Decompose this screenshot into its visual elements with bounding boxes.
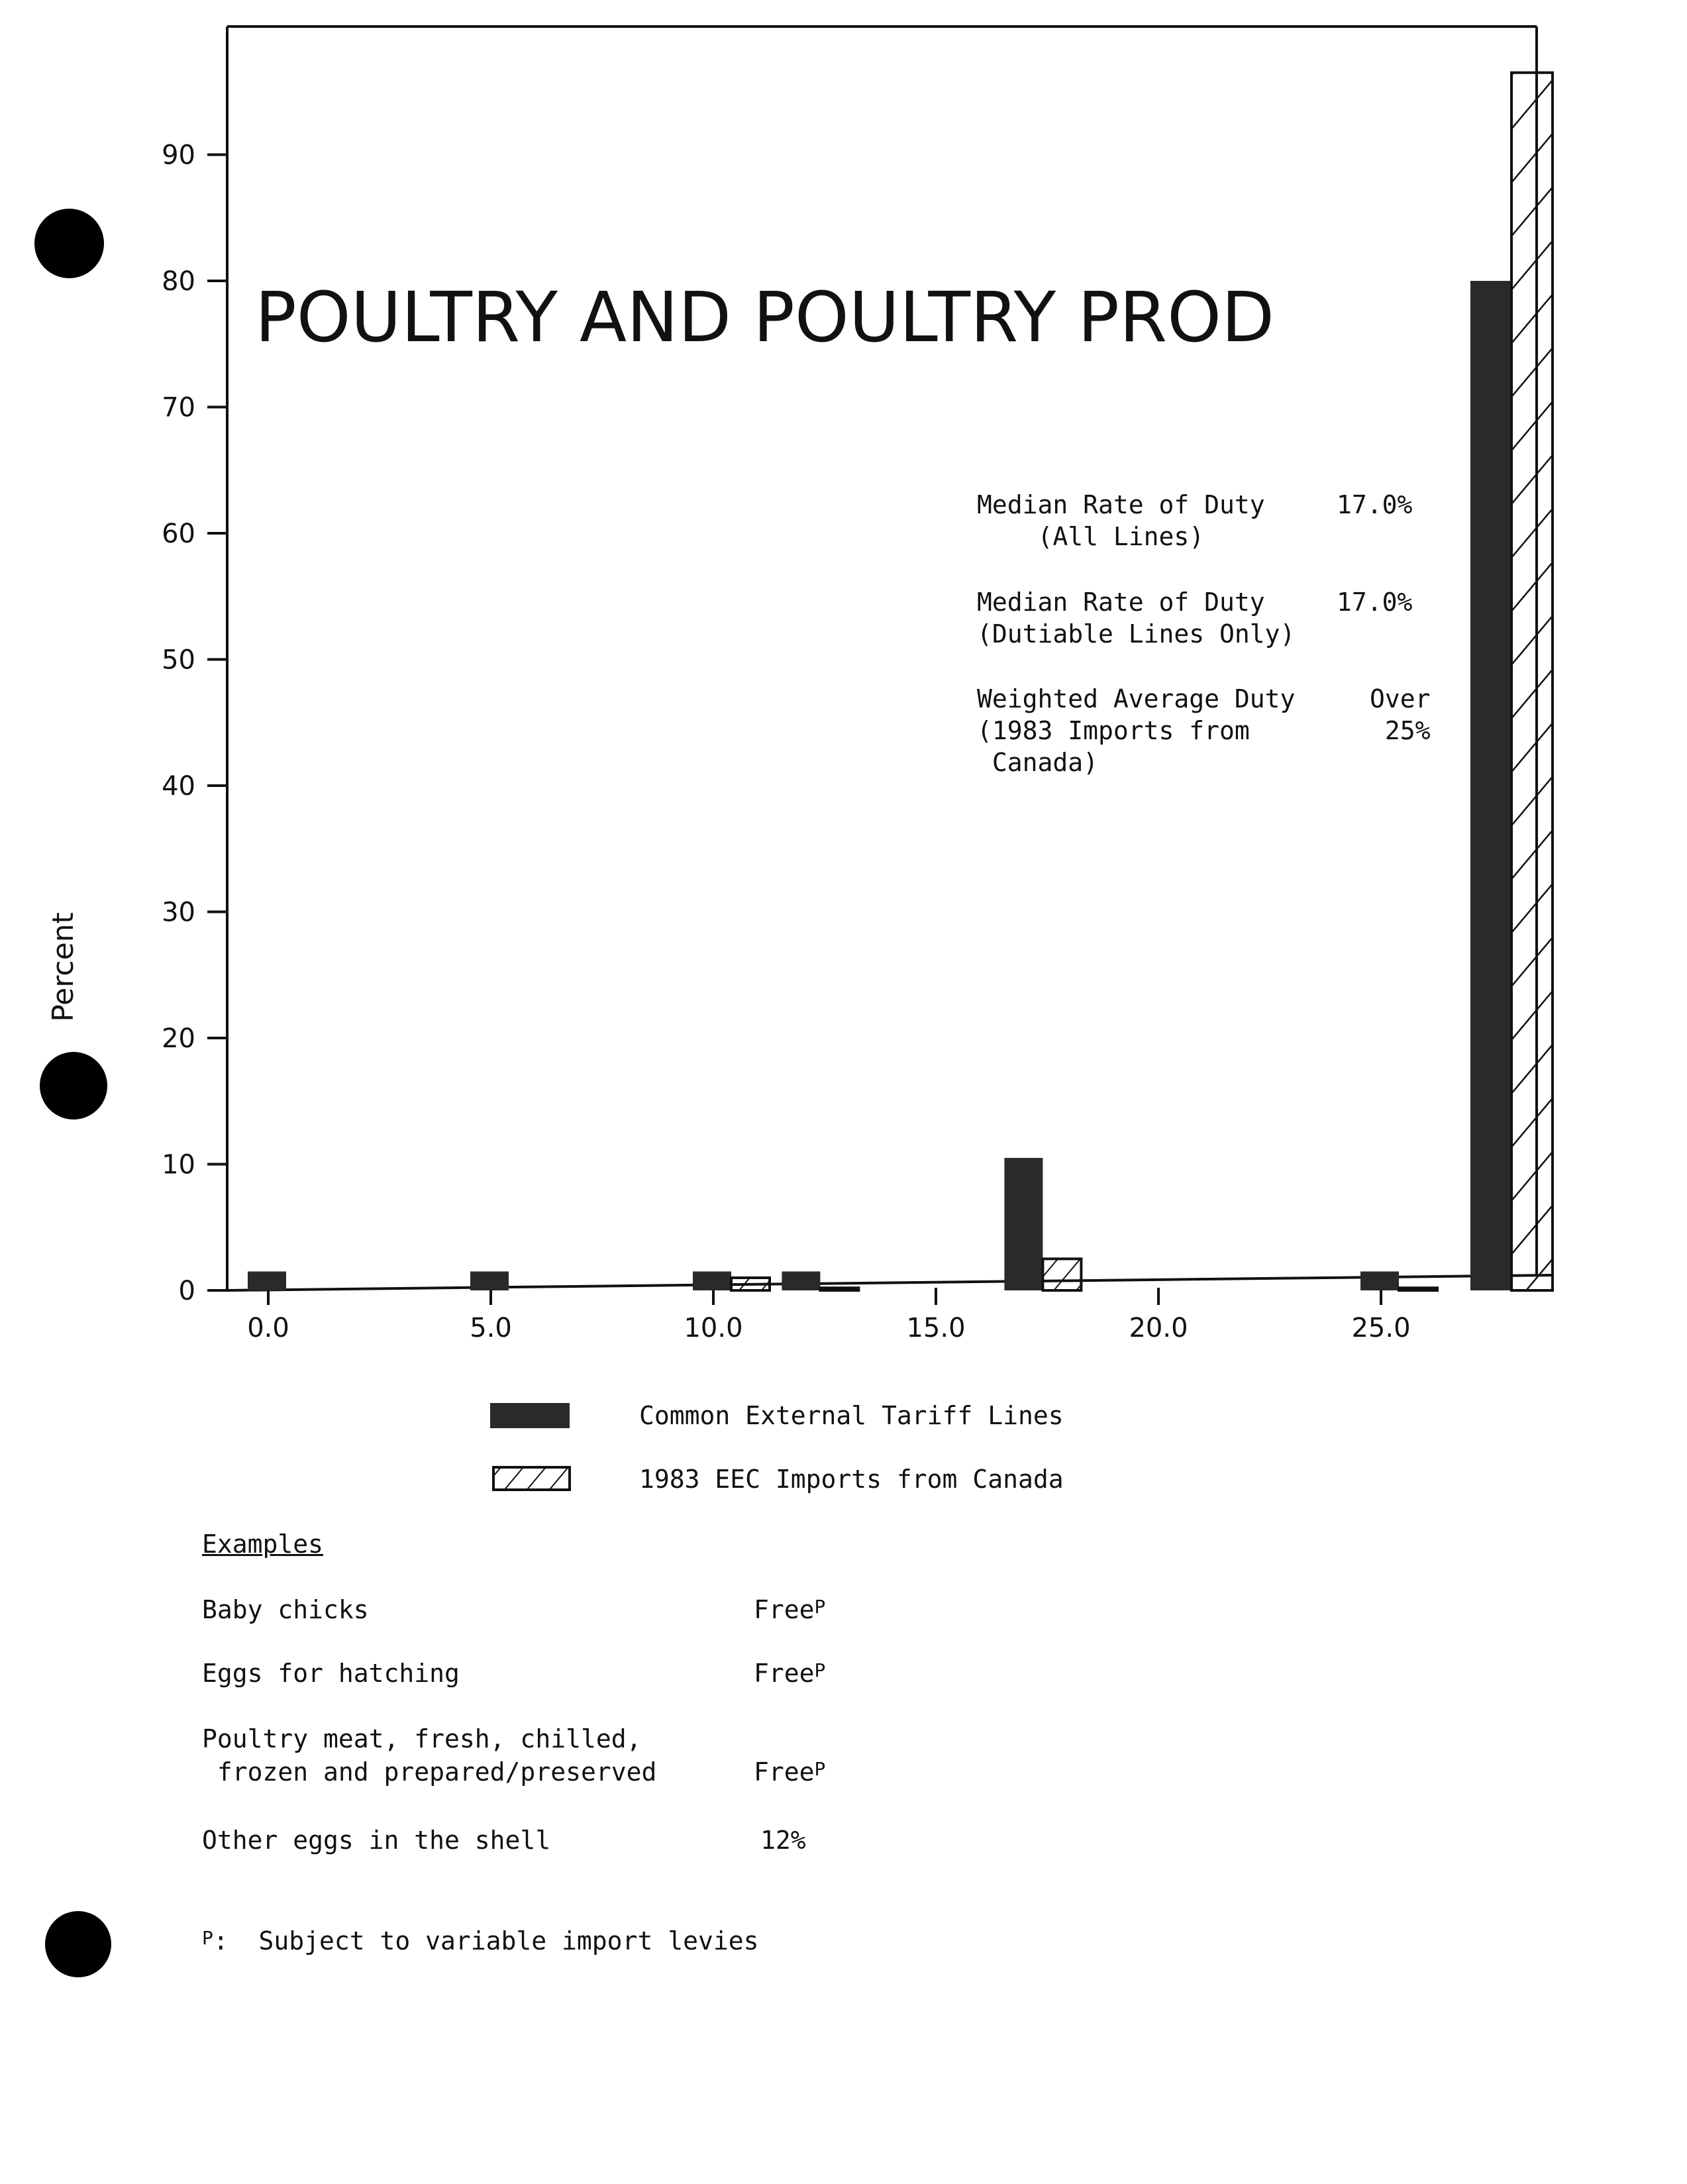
chart-title: POULTRY AND POULTRY PROD — [255, 277, 1275, 358]
bar-cet — [248, 1271, 286, 1290]
y-tick-label: 90 — [162, 140, 195, 171]
stat-3-value-2: 25% — [1370, 716, 1431, 745]
punch-hole-middle — [40, 1052, 107, 1119]
stat-1-label-2: (All Lines) — [977, 522, 1205, 551]
y-tick-label: 50 — [162, 645, 195, 676]
legend-swatch-cet — [490, 1403, 570, 1428]
legend-swatch-imports — [493, 1467, 570, 1490]
footnote-mark: P — [202, 1927, 213, 1949]
bar-imports — [731, 1278, 770, 1290]
example-1-sup: P — [814, 1596, 826, 1618]
stats-block — [977, 490, 1431, 777]
example-4-label: Other eggs in the shell — [202, 1826, 551, 1855]
example-3-rate-text: Free — [754, 1757, 815, 1787]
footnote — [202, 1924, 758, 1960]
stat-2-label-2: (Dutiable Lines Only) — [977, 619, 1296, 649]
bar-cet — [782, 1271, 820, 1290]
y-tick-label: 30 — [162, 897, 195, 928]
bar-cet — [1004, 1158, 1043, 1290]
punch-hole-bottom — [45, 1911, 111, 1977]
example-3-sup: P — [814, 1758, 826, 1780]
example-1-rate — [754, 1593, 825, 1629]
example-2-sup: P — [814, 1659, 826, 1681]
stat-3-value-1: Over — [1370, 684, 1431, 713]
x-tick-label: 0.0 — [247, 1313, 289, 1343]
y-tick-label: 10 — [162, 1149, 195, 1180]
example-3-label-1: Poultry meat, fresh, chilled, — [202, 1724, 642, 1753]
legend-label-cet: Common External Tariff Lines — [639, 1401, 1064, 1430]
legend-label-imports: 1983 EEC Imports from Canada — [639, 1465, 1064, 1494]
x-axis — [227, 1275, 1553, 1290]
bar-cet — [693, 1271, 731, 1290]
legend — [490, 1401, 1064, 1494]
stat-3-label-2: (1983 Imports from — [977, 716, 1250, 745]
x-tick-label: 25.0 — [1351, 1313, 1411, 1343]
examples-heading: Examples — [202, 1530, 324, 1559]
stat-3-label-3: Canada) — [977, 748, 1099, 777]
example-2-rate-text: Free — [754, 1659, 815, 1688]
bar-imports — [1511, 73, 1553, 1290]
bar-cet — [1360, 1271, 1399, 1290]
bar-imports — [1043, 1259, 1081, 1290]
y-tick-label: 40 — [162, 771, 195, 802]
example-1-rate-text: Free — [754, 1595, 815, 1624]
bar-imports — [820, 1288, 858, 1290]
footnote-text: : Subject to variable import levies — [213, 1926, 759, 1955]
example-3-label-2: frozen and prepared/preserved — [202, 1757, 657, 1787]
stat-2-value: 17.0% — [1337, 588, 1413, 617]
y-tick-label: 60 — [162, 519, 195, 549]
y-tick-label: 80 — [162, 266, 195, 297]
y-ticks — [162, 140, 227, 1307]
example-2-rate — [754, 1657, 825, 1692]
x-ticks — [247, 1288, 1410, 1343]
y-tick-label: 20 — [162, 1023, 195, 1054]
example-4-rate: 12% — [760, 1826, 806, 1855]
example-1-label: Baby chicks — [202, 1595, 369, 1624]
x-tick-label: 15.0 — [906, 1313, 966, 1343]
x-tick-label: 20.0 — [1129, 1313, 1188, 1343]
stat-2-label-1: Median Rate of Duty — [977, 588, 1265, 617]
stat-3-label-1: Weighted Average Duty — [977, 684, 1296, 713]
bars — [248, 73, 1553, 1290]
stat-1-label-1: Median Rate of Duty — [977, 490, 1265, 519]
bar-cet — [470, 1271, 509, 1290]
x-tick-label: 10.0 — [684, 1313, 743, 1343]
example-2-label: Eggs for hatching — [202, 1659, 460, 1688]
stat-1-value: 17.0% — [1337, 490, 1413, 519]
punch-hole-top — [34, 209, 104, 278]
x-tick-label: 5.0 — [470, 1313, 512, 1343]
bar-imports — [1399, 1288, 1437, 1290]
y-axis-label: Percent — [46, 912, 80, 1022]
y-tick-label: 0 — [178, 1276, 195, 1306]
y-tick-label: 70 — [162, 392, 195, 423]
bar-cet — [1470, 281, 1511, 1290]
example-3-rate — [754, 1755, 825, 1791]
